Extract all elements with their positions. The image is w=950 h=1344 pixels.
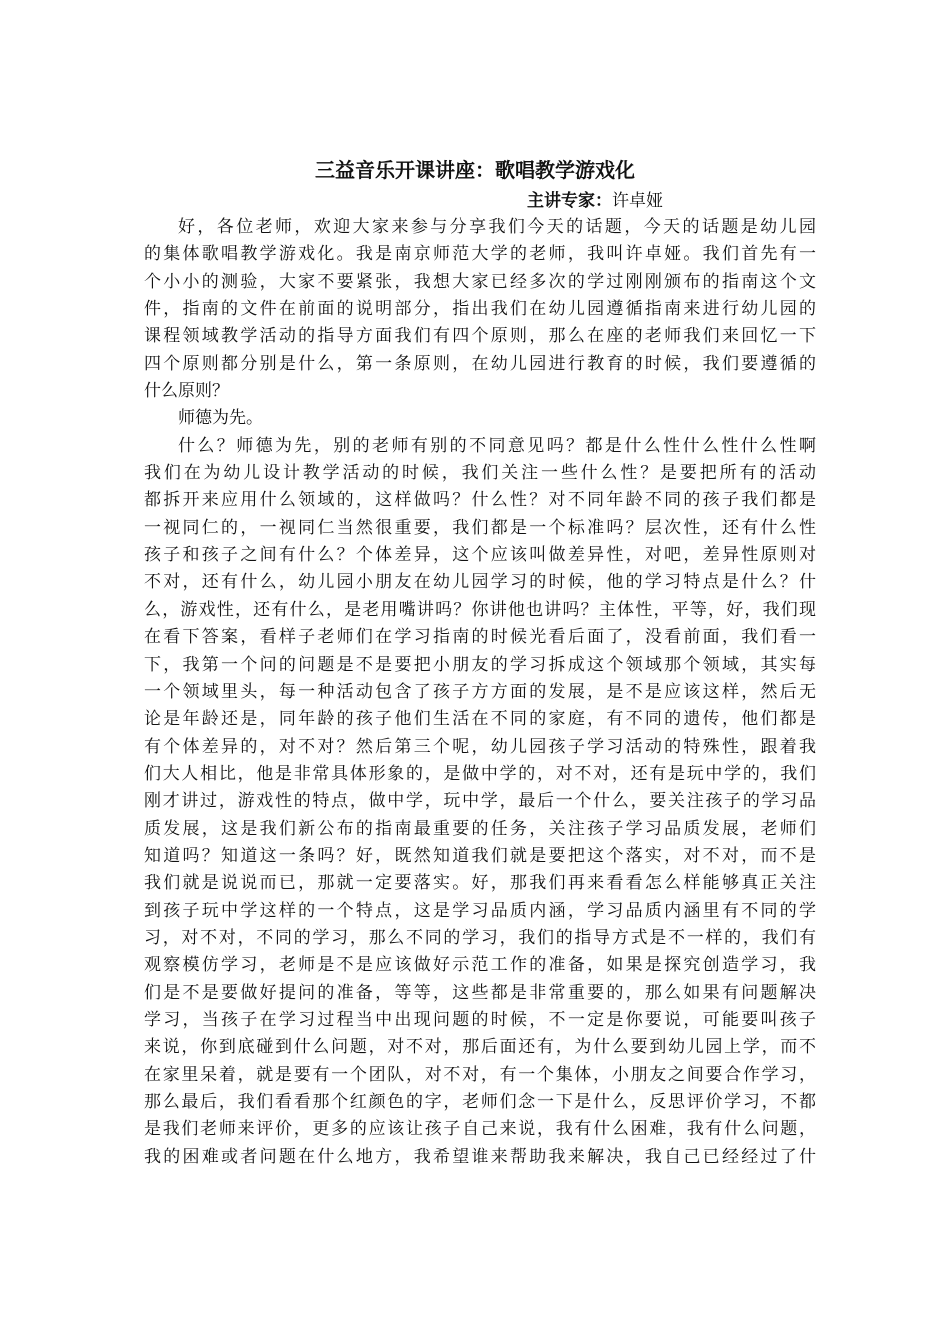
- text-line: 四个原则都分别是什么，第一条原则，在幼儿园进行教育的时候，我们要遵循的: [144, 353, 816, 374]
- text-line: 什么原则？: [144, 381, 229, 402]
- text-line: 学习，当孩子在学习过程当中出现问题的时候，不一定是你要说，可能要叫孩子: [144, 1009, 816, 1030]
- text-line: 习，对不对，不同的学习，那么不同的学习，我们的指导方式是不一样的，我们有: [144, 927, 816, 948]
- text-line: 下，我第一个问的问题是不是要把小朋友的学习拆成这个领域那个领域，其实每: [144, 654, 816, 675]
- text-line: 知道吗？知道这一条吗？好，既然知道我们就是要把这个落实，对不对，而不是: [144, 845, 816, 866]
- body-text: [144, 214, 816, 1171]
- text-line: 们是不是要做好提问的准备，等等，这些都是非常重要的，那么如果有问题解决: [144, 982, 816, 1003]
- text-line: 质发展，这是我们新公布的指南最重要的任务，关注孩子学习品质发展，老师们: [144, 818, 816, 839]
- text-line: 一视同仁的，一视同仁当然很重要，我们都是一个标准吗？层次性，还有什么性: [144, 517, 816, 538]
- speaker-name: 许卓娅: [612, 191, 663, 211]
- text-line: 么，游戏性，还有什么，是老用嘴讲吗？你讲他也讲吗？主体性，平等，好，我们现: [144, 599, 816, 620]
- text-line: 课程领域教学活动的指导方面我们有四个原则，那么在座的老师我们来回忆一下: [144, 326, 816, 347]
- text-line: 那么最后，我们看看那个红颜色的字，老师们念一下是什么，反思评价学习，不都: [144, 1092, 816, 1112]
- text-line: 观察模仿学习，老师是不是应该做好示范工作的准备，如果是探究创造学习，我: [144, 955, 816, 976]
- speaker-label: 主讲专家：: [527, 191, 612, 211]
- text-line: 的集体歌唱教学游戏化。我是南京师范大学的老师，我叫许卓娅。我们首先有一: [144, 244, 816, 265]
- text-line: 师德为先。: [178, 408, 263, 429]
- text-line: 孩子和孩子之间有什么？个体差异，这个应该叫做差异性，对吧，差异性原则对: [144, 545, 816, 566]
- text-line: 好，各位老师，欢迎大家来参与分享我们今天的话题，今天的话题是幼儿园: [178, 217, 816, 237]
- text-line: 什么？师德为先，别的老师有别的不同意见吗？都是什么性什么性什么性啊: [178, 435, 816, 456]
- text-line: 都拆开来应用什么领域的，这样做吗？什么性？对不同年龄不同的孩子我们都是: [144, 490, 816, 511]
- text-line: 有个体差异的，对不对？然后第三个呢，幼儿园孩子学习活动的特殊性，跟着我: [144, 736, 816, 757]
- document-title: 三益音乐开课讲座：歌唱教学游戏化: [315, 158, 635, 182]
- text-line: 是我们老师来评价，更多的应该让孩子自己来说，我有什么困难，我有什么问题，: [144, 1119, 816, 1140]
- text-line: 到孩子玩中学这样的一个特点，这是学习品质内涵，学习品质内涵里有不同的学: [144, 900, 816, 921]
- text-line: 在家里呆着，就是要有一个团队，对不对，有一个集体，小朋友之间要合作学习，: [144, 1064, 816, 1085]
- text-line: 们大人相比，他是非常具体形象的，是做中学的，对不对，还有是玩中学的，我们: [144, 763, 816, 784]
- text-line: 在看下答案，看样子老师们在学习指南的时候光看后面了，没看前面，我们看一: [144, 627, 816, 648]
- text-line: 个小小的测验，大家不要紧张，我想大家已经多次的学过刚刚颁布的指南这个文: [144, 271, 816, 292]
- text-line: 一个领域里头，每一种活动包含了孩子方方面的发展，是不是应该这样，然后无: [144, 681, 816, 702]
- text-line: 我的困难或者问题在什么地方，我希望谁来帮助我来解决，我自己已经经过了什: [144, 1146, 816, 1167]
- text-line: 不对，还有什么，幼儿园小朋友在幼儿园学习的时候，他的学习特点是什么？什: [144, 572, 816, 593]
- text-line: 来说，你到底碰到什么问题，对不对，那后面还有，为什么要到幼儿园上学，而不: [144, 1037, 816, 1058]
- speaker-line: [527, 188, 663, 214]
- text-line: 件，指南的文件在前面的说明部分，指出我们在幼儿园遵循指南来进行幼儿园的: [144, 299, 816, 320]
- text-line: 我们就是说说而已，那就一定要落实。好，那我们再来看看怎么样能够真正关注: [144, 873, 816, 894]
- text-line: 我们在为幼儿设计教学活动的时候，我们关注一些什么性？是要把所有的活动: [144, 463, 816, 484]
- text-line: 刚才讲过，游戏性的特点，做中学，玩中学，最后一个什么，要关注孩子的学习品: [144, 791, 816, 812]
- text-line: 论是年龄还是，同年龄的孩子他们生活在不同的家庭，有不同的遗传，他们都是: [144, 709, 816, 730]
